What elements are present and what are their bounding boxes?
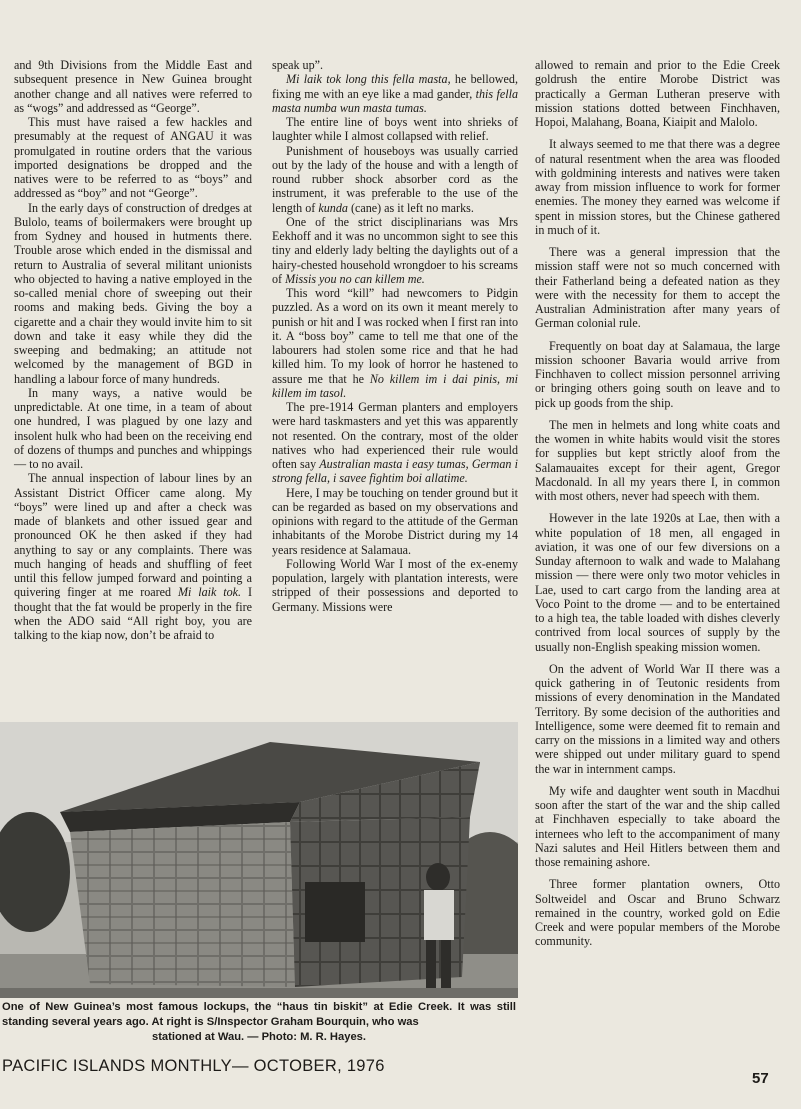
publication-footer: PACIFIC ISLANDS MONTHLY— OCTOBER, 1976	[2, 1057, 385, 1075]
paragraph	[272, 400, 518, 486]
pidgin-quote: this fella masta numba wun masta tumas.	[272, 86, 518, 115]
paragraph	[272, 144, 518, 215]
paragraph: However in the late 1920s at Lae, then with a white population of 18 men, all engaged in aviation, it was one of our few diversions on a Sunday afternoon to walk and wade to Malahang mission — there were only two motor vehicles in Lae, used to cart cargo from the landing area at Voco Point to the drome — and to be entertained to a high tea, the table loaded with dishes cleverly contrived from local sources of supply by the usually non-English speaking mission women.	[535, 511, 780, 654]
pidgin-quote: Australian masta i easy tumas, German i strong fella, i savee fightim boi allatime.	[272, 457, 518, 486]
paragraph: It always seemed to me that there was a degree of natural resentment when the area was flooded with goldmining interests and natives were taken away from mission influence to work for former enemies. The money they earned was welcome if spent in mission stores, but the Chinese gathered in much of it.	[535, 137, 780, 237]
paragraph	[14, 471, 252, 642]
paragraph: In the early days of construction of dredges at Bulolo, teams of boilermakers were brought up from Sydney and housed in hutments there. Trouble arose which ended in the dismissal and return to Australia of several militant unionists who objected to having a native employed in the so-called menial chore of sweeping out their rooms and making beds. Giving the boy a cigarette and a chair they would invite him to sit down and take it easy while they did the sweeping and bedmaking; an attitude not welcomed by the management of BGD in handling a labour force of many hundreds.	[14, 200, 252, 386]
paragraph: On the advent of World War II there was a quick gathering in of Teutonic residents from missions of every denomination in the Mandated Territory. By some decision of the authorities and Intelligence, some were deemed fit to remain and carry on the missions in a limited way and others were shipped out under military guard to spend the war in internment camps.	[535, 661, 780, 776]
article-column-2	[272, 58, 518, 614]
paragraph: The men in helmets and long white coats and the women in white habits would visit the stores for supplies but kept strictly aloof from the Salamauaites except for their agent, Gregor Macdonald. In all my years there I, in common with most others, never had speech with them.	[535, 417, 780, 503]
paragraph: speak up”.	[272, 58, 324, 72]
text-run: The pre-1914 German planters and employers were hard taskmasters and yet this was apparently not resented. On the contrary, most of the older natives who had experienced their rule would often say	[272, 400, 518, 471]
text-run: he bellowed, fixing me with an eye like a mad gander,	[272, 72, 518, 101]
pidgin-quote: No killem im i dai pinis, mi killem im tasol.	[272, 371, 518, 400]
pidgin-quote: Mi laik tok long this fella masta,	[286, 72, 451, 87]
paragraph: Here, I may be touching on tender ground but it can be regarded as based on my observations and opinions with regard to the attitude of the German inhabitants of the Morobe District during my 14 years residence at Salamaua.	[272, 485, 518, 557]
article-column-3	[535, 58, 780, 949]
pidgin-quote: Missis you no can killem me.	[285, 271, 425, 286]
paragraph: This must have raised a few hackles and presumably at the request of ANGAU it was promulgated in routine orders that the various imported designations be dropped and the natives were to be referred to as “boys” and addressed as “boy” and not “George”.	[14, 115, 252, 201]
pidgin-quote: Mi laik tok.	[177, 585, 242, 600]
paragraph	[272, 286, 518, 400]
paragraph: My wife and daughter went south in Macdhui soon after the start of the war and the ship called at Finchhaven especially to take aboard the internees who left to the accompaniment of many Nazi salutes and Heil Hitlers between them and those remaining ashore.	[535, 783, 780, 869]
paragraph: The entire line of boys went into shrieks of laughter while I almost collapsed with relief.	[272, 115, 518, 144]
photo-illustration	[0, 722, 518, 998]
paragraph	[272, 215, 518, 286]
page-number: 57	[752, 1070, 769, 1087]
lockup-photo	[0, 722, 518, 998]
paragraph: There was a general impression that the mission staff were not so much concerned with their Fatherland being a defeated nation as they were with the necessity for them to accept the Australian Administration after many years of German colonial rule.	[535, 245, 780, 331]
pidgin-word: kunda	[318, 200, 348, 215]
paragraph: In many ways, a native would be unpredictable. At one time, in a team of about one hundred, I was plagued by one lazy and insolent hulk who had been on the receiving end of dozens of thumps and punches and whippings — to no avail.	[14, 385, 252, 471]
text-run: This word “kill” had newcomers to Pidgin puzzled. As a word on its own it meant merely to punish or hit and I was rocked when I first ran into it. A “boss boy” came to tell me that one of the labourers had stolen some rice and that he had killed him. To my look of horror he hastened to assure me that he	[272, 286, 518, 386]
text-run: I thought that the fat would be properly in the fire when the ADO said “All right boy, you are talking to the kiap now, don’t be afraid to	[14, 585, 252, 642]
paragraph: and 9th Divisions from the Middle East and subsequent presence in New Guinea brought another change and all natives were referred to as “wogs” and addressed as “George”.	[14, 58, 252, 115]
article-column-1	[14, 58, 252, 642]
text-run: Punishment of houseboys was usually carried out by the lady of the house and with a length of round rubber shock absorber cord as the instrument, it was preferable to the use of the length of	[272, 143, 518, 215]
paragraph: Three former plantation owners, Otto Soltweidel and Oscar and Bruno Schwarz remained in the country, worked gold on Edie Creek and were popular members of the Morobe community.	[535, 877, 780, 949]
paragraph: Frequently on boat day at Salamaua, the large mission schooner Bavaria would arrive from Finchhaven to collect mission personnel arriving or bringing others going south on leave and to pick up goods from the ship.	[535, 338, 780, 410]
text-run: One of the strict disciplinarians was Mrs Eekhoff and it was no uncommon sight to see this tiny and elderly lady belting the daylights out of a hairy-chested household wrongdoer to his screams of	[272, 214, 518, 286]
text-run: (cane) as it left no marks.	[347, 200, 474, 215]
paragraph: Following World War I most of the ex-enemy population, largely with plantation interests, were stripped of their possessions and deported to Germany. Missions were	[272, 556, 518, 614]
caption-credit-line: stationed at Wau. — Photo: M. R. Hayes.	[151, 1031, 367, 1043]
text-run: The annual inspection of labour lines by an Assistant District Officer came along. My “boys” were lined up and after a check was made of blankets and other issued gear and pronounced OK he then asked if they had anything to say or any complaints. There was much hanging of heads and shuffling of feet until this fellow jumped forward and pointing a quivering finger at me roared	[14, 471, 252, 600]
paragraph	[272, 72, 518, 115]
caption-text: One of New Guinea’s most famous lockups, the “haus tin biskit” at Edie Creek. It was still standing several years ago. At right is S/Inspector Graham Bourquin, who was	[2, 1001, 516, 1028]
paragraph: allowed to remain and prior to the Edie Creek goldrush the entire Morobe District was practically a German Lutheran preserve with mission stations dotted between Finchhaven, Hopoi, Malahang, Boana, Kiaipit and Malolo.	[535, 58, 780, 129]
photo-caption	[2, 1000, 516, 1045]
